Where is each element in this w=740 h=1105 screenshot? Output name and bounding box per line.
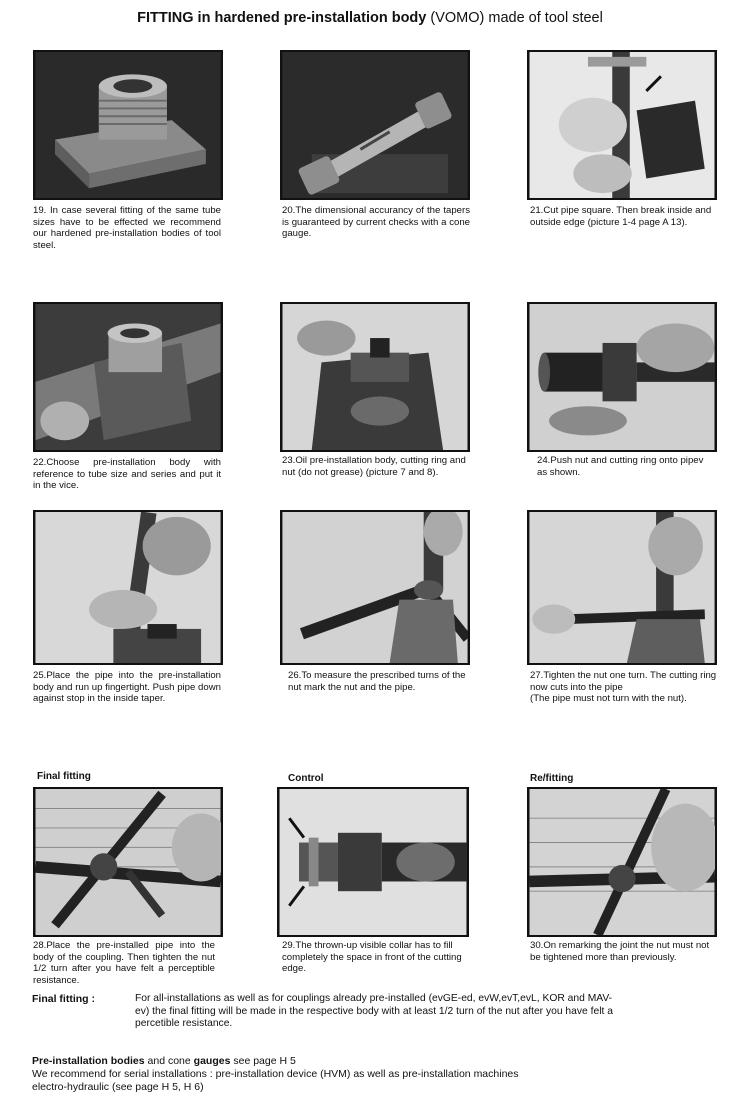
step-30-caption: 30.On remarking the joint the nut must not be tightened more than previously.: [530, 940, 710, 963]
step-21-caption: 21.Cut pipe square. Then break inside and outside edge (picture 1-4 page A 13).: [530, 205, 712, 228]
step-21-photo: [527, 50, 717, 200]
step-27-caption: 27.Tighten the nut one turn. The cutting ring now cuts into the pipe (The pipe must not turn with the nut).: [530, 670, 717, 704]
page-title: [0, 10, 740, 26]
footer-gauges-bold: gauges: [193, 1055, 231, 1067]
step-24-caption: 24.Push nut and cutting ring onto pipev as shown.: [537, 455, 704, 478]
step-26-photo: [280, 510, 470, 665]
step-20-photo: [280, 50, 470, 200]
footer-line-3: electro-hydraulic (see page H 5, H 6): [32, 1081, 204, 1093]
step-29-photo: [277, 787, 469, 937]
page-title-bold: FITTING in hardened pre-installation body: [137, 10, 427, 26]
step-28-photo: [33, 787, 223, 937]
step-30-photo: [527, 787, 717, 937]
step-29-caption: 29.The thrown-up visible collar has to fill completely the space in front of the cutting edge.: [282, 940, 462, 974]
footer-page-ref: see page H 5: [233, 1055, 296, 1067]
step-22-photo: [33, 302, 223, 452]
step-19-photo: [33, 50, 223, 200]
footer-cone-text: and cone: [147, 1055, 191, 1067]
final-fitting-text: For all-installations as well as for couplings already pre-installed (evGE-ed, evW,evT,evL, KOR and MAV- ev) the final fitting will be made in the respective body with at least 1/2 turn of the nut after you have felt a percetible resistance.: [135, 993, 613, 1029]
section-label-control: Control: [288, 773, 324, 784]
step-25-photo: [33, 510, 223, 665]
step-28-caption: 28.Place the pre-installed pipe into the body of the coupling. Then tighten the nut 1/2 turn after you have felt a perceptible resistance.: [33, 940, 215, 986]
step-23-photo: [280, 302, 470, 452]
step-25-caption: 25.Place the pipe into the pre-installation body and run up fingertight. Push pipe down against stop in the inside taper.: [33, 670, 221, 704]
step-23-caption: 23.Oil pre-installation body, cutting ring and nut (do not grease) (picture 7 and 8).: [282, 455, 466, 478]
footer-line-2: We recommend for serial installations : pre-installation device (HVM) as well as pre-installation machines: [32, 1068, 519, 1080]
step-22-caption: 22.Choose pre-installation body with reference to tube size and series and put it in the vice.: [33, 457, 221, 491]
final-fitting-label: Final fitting :: [32, 993, 95, 1005]
step-20-caption: 20.The dimensional accurancy of the tapers is guaranteed by current checks with a cone gauge.: [282, 205, 470, 239]
step-27-photo: [527, 510, 717, 665]
section-label-refitting: Re/fitting: [530, 773, 574, 784]
page-title-normal: (VOMO) made of tool steel: [430, 10, 603, 26]
step-24-photo: [527, 302, 717, 452]
step-19-caption: 19. In case several fitting of the same tube sizes have to be effected we recommend our hardened pre-installation bodies of tool steel.: [33, 205, 221, 251]
footer-bodies-bold: Pre-installation bodies: [32, 1055, 145, 1067]
section-label-final-fitting: Final fitting: [37, 771, 91, 782]
step-26-caption: 26.To measure the prescribed turns of the nut mark the nut and the pipe.: [288, 670, 466, 693]
footer-line-1: [32, 1055, 296, 1068]
